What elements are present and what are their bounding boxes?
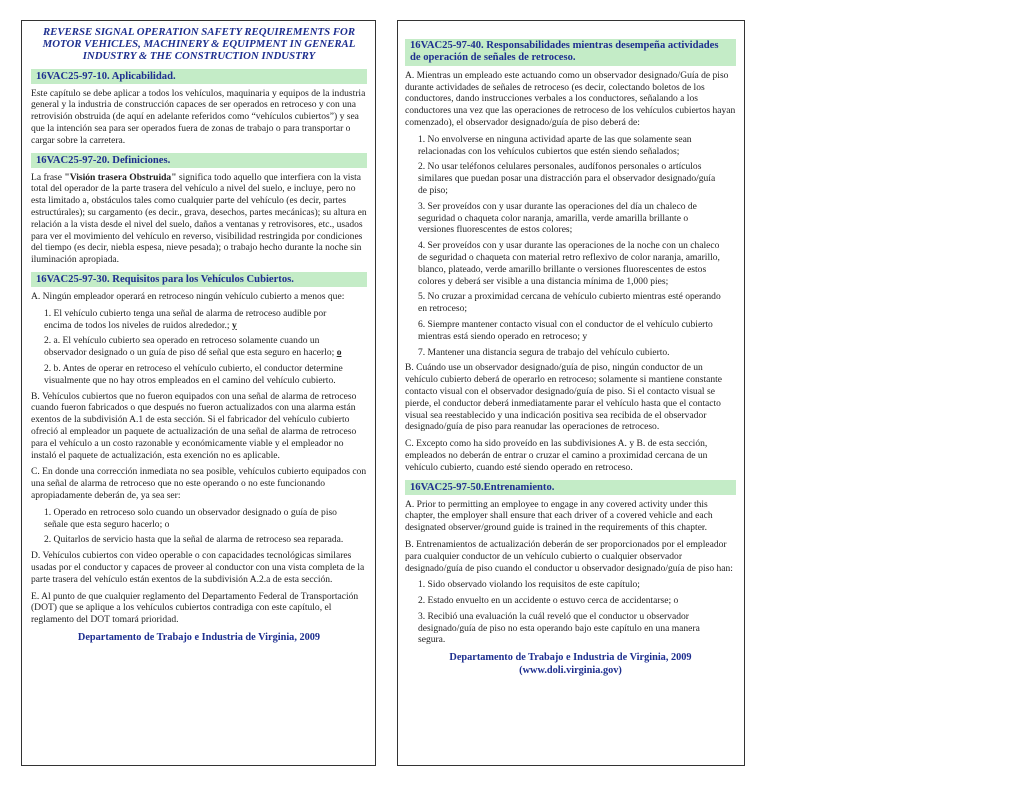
left-panel: [21, 20, 376, 766]
list-item: 5. No cruzar a proximidad cercana de vehículo cubierto mientras esté operando en retroceso;: [418, 291, 721, 315]
document-title: REVERSE SIGNAL OPERATION SAFETY REQUIREMENTS FOR MOTOR VEHICLES, MACHINERY & EQUIPMENT IN GENERAL INDUSTRY & THE CONSTRUCTION INDUSTRY: [42, 26, 356, 63]
paragraph-b: B. Vehículos cubiertos que no fueron equipados con una señal de alarma de retroceso cuando fueron fabricados o que después no fueron actualizados con una alarma están exentos de la subdivisión A.1 de esta sección. Si el fabricador del vehículo cubierto ofreció al empleador un paquete de actualización de una señal de alarma de retroceso para el vehículo a un costo razonable y económicamente viable y el empleador no instaló el paquete de actualización, esta exención no es aplicable.: [31, 390, 357, 461]
footer-department: Departamento de Trabajo e Industria de Virginia, 2009: [77, 631, 321, 643]
list-item: 2. Estado envuelto en un accidente o estuvo cerca de accidentarse; o: [418, 595, 679, 607]
section-heading: 16VAC25-97-40. Responsabilidades mientras desempeña actividades de operación de señales de retroceso.: [405, 39, 736, 66]
paragraph-a: A. Mientras un empleado este actuando como un observador designado/Guía de piso durante actividades de señales de retroceso (es decir, colectando boletos de los conductores, dando instrucciones verbales a los conductores, señalando a los conductores una vez que las operaciones de retroceso de los vehículos cubiertos hayan comenzado), el observador designado/guía de piso deberá de:: [405, 69, 736, 128]
section-applicability: [31, 69, 367, 147]
paragraph-b: B. Cuándo use un observador designado/guía de piso, ningún conductor de un vehículo cubierto deberá de operarlo en retroceso; solamente si mantiene constante contacto visual con el observador designado/guía de piso. Si el contacto visual se pierde, el conductor deberá inmediatamente parar el vehículo hasta que el contacto visual sea reestablecido y una indicación positiva sea recibida de el observador designado/guía de piso para reanudar las operaciones de retroceso.: [405, 362, 723, 433]
section-requirements: [31, 272, 367, 626]
section-training: [405, 480, 736, 647]
list-item: 2. No usar teléfonos celulares personales, audífonos personales o artículos similares que puedan posar una distracción para el observador designado/guía de piso;: [418, 161, 716, 196]
list-item: 1. No envolverse en ninguna actividad aparte de las que solamente sean relacionadas con los vehículos cubiertos que estén siendo señalados;: [418, 133, 692, 157]
list-item: 4. Ser proveídos con y usar durante las operaciones de la noche con un chaleco de seguridad o chaqueta con material retro reflexivo de color naranja, amarillo, blanco, plateado, verde amarillo brillante o versiones fluorescentes de estos colores y deberá ser visible a una distancia mínima de 1,000 pies;: [418, 240, 720, 287]
item-c2: 2. Quitarlos de servicio hasta que la señal de alarma de retroceso sea reparada.: [44, 534, 344, 546]
list-item: 3. Recibió una evaluación la cuál reveló que el conductor u observador designado/guía de piso no esta operando bajo este capítulo en una manera segura.: [418, 610, 700, 646]
paragraph-c: C. En donde una corrección inmediata no sea posible, vehículos cubierto equipados con una señal de alarma de retroceso que no este operando o no este funcionando apropiadamente deberán de, ya sea ser:: [31, 466, 367, 501]
item-text: 1. El vehículo cubierto tenga una señal de alarma de retroceso audible por encima de todos los niveles de ruidos alrededor.;: [44, 307, 327, 331]
list-item: 3. Ser proveídos con y usar durante las operaciones del día un chaleco de seguridad o chaqueta color naranja, amarilla, verde amarilla brillante o versiones fluorescentes de estos colores;: [418, 200, 697, 236]
item-a2a: [44, 335, 355, 359]
section-heading: 16VAC25-97-20. Definiciones.: [31, 153, 367, 168]
paragraph-d: D. Vehículos cubiertos con video operable o con capacidades tecnológicas similares usadas por el conductor y capaces de proveer al conductor con una vista completa de la parte trasera del vehículo están exentos de la subdivisión A.2.a de esta sección.: [31, 550, 365, 585]
footer-department: [405, 652, 736, 677]
paragraph-b: B. Entrenamientos de actualización deberán de ser proporcionados por el empleador para cualquier conductor de un vehículo cubierto o cualquier observador designado/guía de piso cuando el conductor u observador designado/guía de piso han:: [405, 538, 733, 574]
item-text: 2. a. El vehículo cubierto sea operado en retroceso solamente cuando un observador designado o un guía de piso dé señal que esta seguro en hacerlo;: [44, 335, 337, 359]
list-item: 6. Siempre mantener contacto visual con el conductor de el vehículo cubierto mientras está siendo operado en retroceso; y: [418, 318, 713, 342]
defined-term: "Visión trasera Obstruida": [64, 171, 177, 183]
conjunction: o: [336, 347, 342, 359]
section-heading: 16VAC25-97-10. Aplicabilidad.: [31, 69, 367, 84]
footer-website: (www.doli.virginia.gov): [519, 664, 622, 676]
definition-paragraph: [31, 172, 367, 266]
conjunction: y: [231, 319, 237, 331]
section-responsibilities: [405, 39, 736, 474]
section-heading: 16VAC25-97-50.Entrenamiento.: [405, 480, 736, 495]
definition-text-rest: significa todo aquello que interfiera con la vista total del operador de la parte trasera del vehículo a nivel del suelo, e incluye, pero no esta limitado a, obstáculos tales como cualquier parte del vehículo (es decir, partes estructúrales); su cargamento (es decir., grava, desechos, partes mecánicas); su altura en relación a la vista desde el nivel del suelo, daños a ventanas y retrovisores, etc., usados para ver el movimiento del vehículo en reverso, visibilidad restringida por condiciones del tiempo (es decir, niebla espesa, nieve pesada); o trabajo hecho durante la noche sin iluminación apropiada.: [31, 171, 367, 266]
definition-text-start: La frase: [31, 171, 65, 183]
paragraph-a: A. Ningún empleador operará en retroceso ningún vehículo cubierto a menos que:: [31, 290, 345, 302]
item-c1: 1. Operado en retroceso solo cuando un observador designado o guía de piso señale que esta seguro hacerlo; o: [44, 506, 337, 530]
list-item: 7. Mantener una distancia segura de trabajo del vehículo cubierto.: [418, 346, 670, 358]
list-item: 1. Sido observado violando los requisitos de este capítulo;: [418, 579, 640, 591]
section-heading: 16VAC25-97-30. Requisitos para los Vehículos Cubiertos.: [31, 272, 367, 287]
section-definitions: [31, 153, 367, 266]
footer-department-name: Departamento de Trabajo e Industria de Virginia, 2009: [449, 652, 692, 664]
item-a1: [44, 308, 355, 332]
item-a2b: 2. b. Antes de operar en retroceso el vehículo cubierto, el conductor determine visualmente que no hay otros empleados en el camino del vehículo cubierto.: [44, 362, 343, 386]
paragraph-e: E. Al punto de que cualquier reglamento del Departamento Federal de Transportación (DOT) que se aplique a los vehículos cubiertos contradiga con este capítulo, el reglamento del DOT tomará prioridad.: [31, 590, 359, 626]
paragraph-c: C. Excepto como ha sido proveído en las subdivisiones A. y B. de esta sección, empleados no deberán de entrar o cruzar el camino a proximidad cercana de un vehículo cubierto, cuando esté siendo operado en retroceso.: [405, 438, 708, 473]
right-panel: [397, 20, 745, 766]
section-body: Este capítulo se debe aplicar a todos los vehículos, maquinaria y equipos de la industria general y la industria de construcción capaces de ser operados en retroceso y con una retrovisión obstruida (de aquí en adelante referidos como “vehículos cubiertos”) y sea que la intención sea para ser operados fuera de zonas de trabajo o para transportar o cargar sobre la carretera.: [31, 87, 366, 146]
paragraph-a: A. Prior to permitting an employee to engage in any covered activity under this chapter, the employer shall ensure that each driver of a covered vehicle and each designated observer/ground guide is trained in the requirements of this chapter.: [405, 498, 713, 534]
